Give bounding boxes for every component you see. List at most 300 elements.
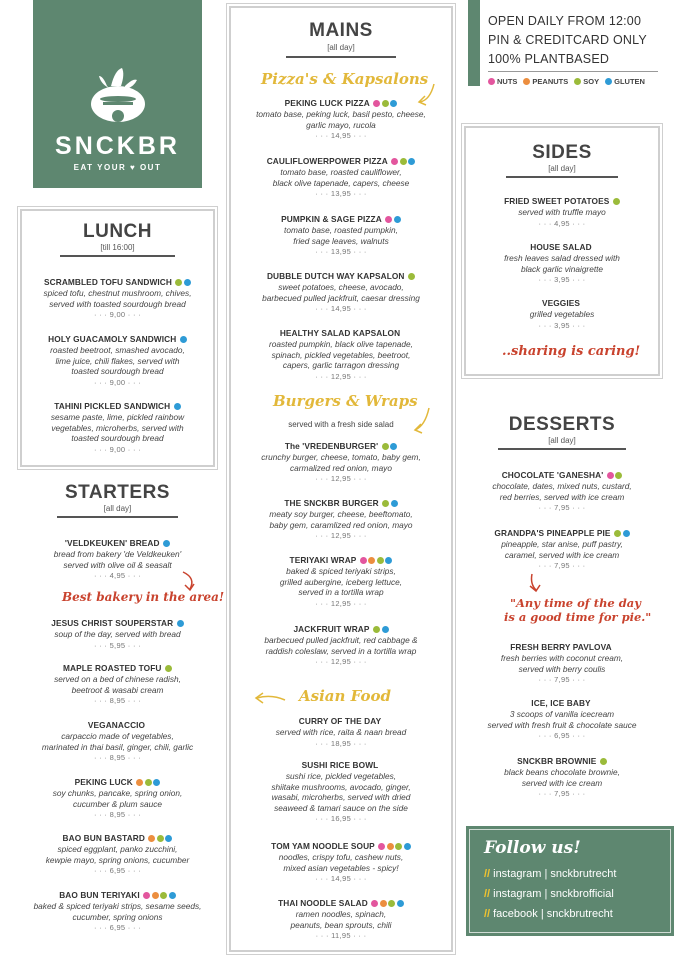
arrow-icon	[253, 690, 287, 706]
menu-item-name: HOUSE SALAD	[530, 242, 592, 252]
description-line: garlic mayo, rucola	[306, 119, 376, 130]
menu-item-price: · · · 5,95 · · ·	[94, 640, 141, 650]
menu-item-name: TAHINI PICKLED SANDWICH	[54, 401, 171, 411]
soy-dot-icon	[388, 900, 395, 907]
menu-item-description	[464, 481, 660, 502]
menu-item-header	[231, 441, 451, 451]
social-link[interactable]	[484, 868, 616, 880]
info-line: OPEN DAILY FROM 12:00	[488, 14, 642, 28]
nuts-dot-icon	[360, 557, 367, 564]
description-line: spiced tofu, chestnut mushroom, chives,	[43, 288, 192, 298]
menu-item-description	[231, 909, 451, 930]
menu-item-header	[464, 528, 660, 538]
gluten-dot-icon	[623, 530, 630, 537]
menu-item	[466, 242, 658, 284]
menu-item-description	[20, 629, 215, 640]
description-line: grilled vegetables	[529, 309, 595, 319]
menu-item-price: · · · 13,95 · · ·	[315, 189, 367, 199]
soy-dot-icon	[408, 273, 415, 280]
menu-item-name: GRANDPA'S PINEAPPLE PIE	[494, 528, 611, 538]
menu-item-description	[20, 549, 215, 570]
legend-item	[523, 77, 568, 86]
menu-item	[22, 401, 213, 454]
menu-item	[464, 470, 660, 512]
menu-item-header	[231, 271, 451, 281]
brand-tagline: EAT YOUR ♥ OUT	[73, 163, 162, 172]
menu-item-price: · · · 18,95 · · ·	[315, 738, 367, 748]
menu-item	[231, 98, 451, 140]
nuts-dot-icon	[371, 900, 378, 907]
menu-item-name: FRIED SWEET POTATOES	[504, 196, 610, 206]
menu-item-description	[231, 282, 451, 303]
nuts-dot-icon	[488, 78, 495, 85]
section-divider	[60, 255, 175, 257]
slash-mark: //	[484, 908, 491, 920]
menu-item	[231, 716, 451, 748]
menu-item-name: BAO BUN TERIYAKI	[59, 890, 140, 900]
section-subtitle: [all day]	[327, 43, 355, 52]
menu-item-header	[20, 720, 215, 730]
nuts-dot-icon	[391, 158, 398, 165]
menu-item-header	[231, 555, 451, 565]
menu-item-header	[231, 624, 451, 634]
menu-item-price: · · · 8,95 · · ·	[94, 696, 141, 706]
description-line: black garlic vinaigrette	[520, 263, 604, 274]
menu-item-price: · · · 12,95 · · ·	[315, 371, 367, 381]
soy-dot-icon	[382, 500, 389, 507]
legend-label: SOY	[583, 77, 600, 86]
peanuts-dot-icon	[152, 892, 159, 899]
menu-item-name: JESUS CHRIST SOUPERSTAR	[51, 618, 174, 628]
menu-item-name: MAPLE ROASTED TOFU	[63, 663, 162, 673]
menu-item-name: CURRY OF THE DAY	[298, 716, 382, 726]
info-line: PIN & CREDITCARD ONLY	[488, 33, 647, 47]
menu-item	[231, 760, 451, 823]
menu-item-description	[231, 771, 451, 813]
description-line: red berries, served with ice cream	[499, 491, 625, 502]
description-line: served with rice, raita & naan bread	[275, 727, 407, 737]
gluten-dot-icon	[391, 500, 398, 507]
peanuts-dot-icon	[380, 900, 387, 907]
nuts-dot-icon	[143, 892, 150, 899]
menu-item-name: HOLY GUACAMOLY SANDWICH	[48, 334, 177, 344]
gluten-dot-icon	[605, 78, 612, 85]
description-line: soy chunks, pancake, spring onion,	[52, 788, 183, 798]
section-title: DESSERTS	[508, 414, 616, 435]
description-line: sesame paste, lime, pickled rainbow	[50, 412, 185, 422]
menu-item-price: · · · 6,95 · · ·	[94, 866, 141, 876]
social-link-label: instagram | snckbrofficial	[493, 888, 614, 900]
soy-dot-icon	[377, 557, 384, 564]
menu-item-price: · · · 9,00 · · ·	[94, 310, 141, 320]
menu-item	[464, 756, 660, 798]
description-line: marinated in thai basil, ginger, chili, garlic	[41, 741, 194, 752]
soy-dot-icon	[175, 279, 182, 286]
peanuts-dot-icon	[523, 78, 530, 85]
description-line: peanuts, bean sprouts, chili	[290, 919, 392, 930]
menu-item-header	[231, 841, 451, 851]
legend-item	[574, 77, 599, 86]
description-line: tomato base, roasted pumpkin,	[284, 225, 398, 235]
gluten-dot-icon	[385, 557, 392, 564]
menu-item	[464, 642, 660, 684]
menu-item	[231, 498, 451, 540]
menu-item-name: THAI NOODLE SALAD	[278, 898, 368, 908]
description-line: spinach, pickled vegetables, beetroot,	[271, 349, 411, 360]
menu-item-header	[22, 401, 213, 411]
description-line: cucumber, spring onions	[72, 911, 163, 922]
description-line: beetroot & wasabi cream	[71, 684, 164, 695]
section-divider	[506, 176, 618, 178]
description-line: served with toasted sourdough bread	[49, 298, 186, 309]
description-line: caramel, served with ice cream	[504, 549, 620, 560]
description-line: roasted beetroot, smashed avocado,	[50, 345, 185, 355]
menu-item-price: · · · 4,95 · · ·	[94, 571, 141, 581]
description-line: meaty soy burger, cheese, beeftomato,	[269, 509, 413, 519]
menu-item-name: SNCKBR BROWNIE	[517, 756, 597, 766]
menu-item	[231, 328, 451, 381]
description-line: served in a tortilla wrap	[298, 587, 384, 598]
menu-item-description	[20, 674, 215, 695]
nuts-dot-icon	[378, 843, 385, 850]
social-link[interactable]	[484, 888, 614, 900]
menu-item-description	[464, 653, 660, 674]
follow-block	[466, 826, 674, 936]
menu-item-name: SCRAMBLED TOFU SANDWICH	[44, 277, 172, 287]
menu-item-name: JACKFRUIT WRAP	[293, 624, 370, 634]
peanuts-dot-icon	[136, 779, 143, 786]
description-line: noodles, crispy tofu, cashew nuts,	[278, 852, 404, 862]
menu-item-name: CAULIFLOWERPOWER PIZZA	[266, 156, 388, 166]
description-line: mixed asian vegetables - spicy!	[283, 862, 399, 873]
menu-item-name: SUSHI RICE BOWL	[301, 760, 379, 770]
menu-item-description	[20, 731, 215, 752]
menu-item-price: · · · 14,95 · · ·	[315, 304, 367, 314]
gluten-dot-icon	[169, 892, 176, 899]
soy-dot-icon	[613, 198, 620, 205]
menu-item	[466, 196, 658, 228]
description-line: carpaccio made of vegetables,	[61, 731, 174, 741]
menu-item-description	[231, 635, 451, 656]
gluten-dot-icon	[397, 900, 404, 907]
gluten-dot-icon	[174, 403, 181, 410]
section-subtitle: [all day]	[103, 504, 132, 513]
legend-label: PEANUTS	[532, 77, 569, 86]
description-line: vegetables, microherbs, served with	[51, 422, 184, 433]
pie-note-line: "Any time of the day	[510, 596, 641, 610]
brand-name: SNCKBR	[55, 132, 180, 160]
menu-item-header	[464, 756, 660, 766]
menu-item-name: 'VELDKEUKEN' BREAD	[64, 538, 160, 548]
pie-note-line: is a good time for pie."	[504, 610, 652, 624]
menu-item-description	[231, 852, 451, 873]
menu-item-header	[231, 898, 451, 908]
menu-item-description	[466, 207, 658, 218]
menu-item-name: PUMPKIN & SAGE PIZZA	[281, 214, 382, 224]
section-subtitle: [all day]	[548, 436, 576, 445]
menu-item	[20, 833, 215, 875]
description-line: raddish coleslaw, served in a tortilla wrap	[265, 645, 417, 656]
peanuts-dot-icon	[368, 557, 375, 564]
menu-item-name: BAO BUN BASTARD	[62, 833, 145, 843]
gluten-dot-icon	[408, 158, 415, 165]
mains-section	[229, 6, 453, 952]
menu-item-price: · · · 6,95 · · ·	[94, 923, 141, 933]
menu-item-description	[22, 288, 213, 309]
menu-item-header	[20, 663, 215, 673]
slash-mark: //	[484, 888, 491, 900]
section-title: LUNCH	[83, 221, 152, 242]
soy-dot-icon	[600, 758, 607, 765]
allergen-legend	[488, 77, 645, 86]
soy-dot-icon	[160, 892, 167, 899]
description-line: wasabi, microherbs, served with dried	[271, 792, 411, 803]
menu-item-header	[464, 470, 660, 480]
soy-dot-icon	[382, 100, 389, 107]
description-line: served with ice cream	[521, 777, 603, 788]
menu-item-header	[231, 760, 451, 770]
nuts-dot-icon	[385, 216, 392, 223]
menu-item-price: · · · 3,95 · · ·	[538, 320, 586, 330]
description-line: barbecued pulled jackfruit, caesar dressing	[262, 292, 420, 303]
menu-item-description	[231, 509, 451, 530]
menu-item-price: · · · 7,95 · · ·	[538, 503, 586, 513]
info-block	[468, 0, 668, 88]
menu-item-header	[22, 277, 213, 287]
menu-item-description	[464, 709, 660, 730]
social-link-label: facebook | snckbrutrecht	[493, 908, 613, 920]
menu-item	[20, 720, 215, 762]
menu-item-price: · · · 7,95 · · ·	[538, 561, 586, 571]
menu-item-description	[231, 566, 451, 598]
description-line: 3 scoops of vanilla icecream	[509, 709, 615, 719]
menu-item-header	[20, 833, 215, 843]
menu-item-description	[20, 788, 215, 809]
menu-item	[231, 624, 451, 666]
sides-section	[464, 126, 660, 376]
menu-item	[20, 777, 215, 819]
menu-item-header	[231, 328, 451, 338]
menu-item-description	[20, 844, 215, 865]
menu-item-description	[464, 539, 660, 560]
description-line: served with berry coulis	[518, 663, 606, 674]
description-line: carmalized red onion, mayo	[290, 462, 392, 473]
legend-label: GLUTEN	[614, 77, 645, 86]
menu-item-price: · · · 13,95 · · ·	[315, 247, 367, 257]
gluten-dot-icon	[390, 100, 397, 107]
menu-item-name: PEKING LUCK	[74, 777, 133, 787]
description-line: lime juice, chili flakes, served with	[55, 355, 180, 366]
description-line: fried sage leaves, walnuts	[293, 235, 389, 246]
info-line: 100% PLANTBASED	[488, 52, 610, 66]
peanuts-dot-icon	[148, 835, 155, 842]
gluten-dot-icon	[394, 216, 401, 223]
gluten-dot-icon	[390, 443, 397, 450]
description-line: grilled aubergine, iceberg lettuce,	[279, 576, 403, 587]
burgers-category-title: Burgers & Wraps	[273, 392, 418, 410]
burgers-category-subtitle: served with a fresh side salad	[288, 420, 394, 429]
gluten-dot-icon	[165, 835, 172, 842]
menu-item	[231, 156, 451, 198]
menu-item-name: CHOCOLATE 'GANESHA'	[501, 470, 604, 480]
menu-item	[464, 698, 660, 740]
lunch-section	[20, 209, 215, 467]
menu-item-name: PEKING LUCK PIZZA	[284, 98, 370, 108]
soy-dot-icon	[382, 443, 389, 450]
menu-item-price: · · · 9,00 · · ·	[94, 444, 141, 454]
menu-item-description	[22, 345, 213, 377]
description-line: tomato base, roasted cauliflower,	[280, 167, 402, 177]
description-line: black beans chocolate brownie,	[504, 767, 620, 777]
description-line: fresh berries with coconut cream,	[500, 653, 624, 663]
menu-item-price: · · · 7,95 · · ·	[538, 789, 586, 799]
description-line: sushi rice, pickled vegetables,	[285, 771, 397, 781]
legend-item	[605, 77, 645, 86]
desserts-section	[464, 410, 660, 820]
menu-item-price: · · · 12,95 · · ·	[315, 657, 367, 667]
menu-item-header	[20, 618, 215, 628]
menu-item-name: FRESH BERRY PAVLOVA	[510, 642, 612, 652]
section-title: SIDES	[532, 142, 592, 163]
description-line: sweet potatoes, cheese, avocado,	[278, 282, 404, 292]
menu-item	[20, 618, 215, 650]
menu-item	[231, 271, 451, 313]
menu-item	[466, 298, 658, 330]
menu-item-price: · · · 9,00 · · ·	[94, 377, 141, 387]
soy-dot-icon	[145, 779, 152, 786]
menu-item-description	[464, 767, 660, 788]
menu-item-price: · · · 6,95 · · ·	[538, 731, 586, 741]
menu-item-header	[231, 98, 451, 108]
menu-item-header	[20, 890, 215, 900]
description-line: served with olive oil & seasalt	[63, 559, 172, 570]
menu-item-price: · · · 3,95 · · ·	[538, 275, 586, 285]
description-line: baked & spiced teriyaki strips, sesame seeds,	[33, 901, 202, 911]
menu-item-name: DUBBLE DUTCH WAY KAPSALON	[266, 271, 405, 281]
description-line: served on a bed of chinese radish,	[54, 674, 181, 684]
description-line: black olive tapenade, capers, cheese	[272, 177, 410, 188]
description-line: barbecued pulled jackfruit, red cabbage &	[264, 635, 418, 645]
menu-item-description	[231, 109, 451, 130]
description-line: capers, garlic tarragon dressing	[282, 360, 400, 371]
best-bakery-note: Best bakery in the area!	[62, 590, 225, 604]
gluten-dot-icon	[404, 843, 411, 850]
menu-item-description	[231, 339, 451, 371]
soy-dot-icon	[400, 158, 407, 165]
soy-dot-icon	[614, 530, 621, 537]
follow-title: Follow us!	[484, 838, 581, 858]
logo-block	[33, 0, 202, 188]
menu-item-description	[22, 412, 213, 444]
description-line: spiced eggplant, panko zucchini,	[57, 844, 178, 854]
description-line: fresh leaves salad dressed with	[504, 253, 620, 263]
menu-item-name: TERIYAKI WRAP	[289, 555, 357, 565]
menu-item-price: · · · 16,95 · · ·	[315, 814, 367, 824]
nuts-dot-icon	[373, 100, 380, 107]
menu-item-header	[20, 538, 215, 548]
social-link-label: instagram | snckbrutrecht	[493, 868, 617, 880]
menu-item-header	[231, 214, 451, 224]
description-line: pineapple, star anise, puff pastry,	[501, 539, 623, 549]
menu-item-name: VEGANACCIO	[87, 720, 146, 730]
gluten-dot-icon	[163, 540, 170, 547]
peanuts-dot-icon	[387, 843, 394, 850]
menu-item	[22, 277, 213, 319]
section-divider	[286, 56, 396, 58]
snckbr-logo-icon	[87, 64, 149, 126]
description-line: baked & spiced teriyaki strips,	[286, 566, 396, 576]
description-line: soup of the day, served with bread	[54, 629, 181, 639]
menu-item-header	[466, 298, 658, 308]
menu-item-header	[466, 242, 658, 252]
menu-item	[231, 555, 451, 608]
description-line: served with fresh fruit & chocolate sauce	[487, 719, 637, 730]
soy-dot-icon	[373, 626, 380, 633]
soy-dot-icon	[165, 665, 172, 672]
menu-item-name: THE SNCKBR BURGER	[284, 498, 379, 508]
menu-item-description	[466, 253, 658, 274]
description-line: crunchy burger, cheese, tomato, baby gem,	[261, 452, 421, 462]
gluten-dot-icon	[153, 779, 160, 786]
legend-label: NUTS	[497, 77, 518, 86]
description-line: bread from bakery 'de Veldkeuken'	[53, 549, 182, 559]
slash-mark: //	[484, 868, 491, 880]
social-link[interactable]	[484, 908, 613, 920]
menu-item-price: · · · 12,95 · · ·	[315, 474, 367, 484]
soy-dot-icon	[395, 843, 402, 850]
description-line: tomato base, peking luck, basil pesto, cheese,	[256, 109, 426, 119]
legend-divider	[488, 71, 658, 72]
description-line: toasted sourdough bread	[71, 433, 164, 444]
soy-dot-icon	[615, 472, 622, 479]
menu-item-header	[466, 196, 658, 206]
menu-item-price: · · · 12,95 · · ·	[315, 598, 367, 608]
description-line: cucumber & plum sauce	[72, 798, 162, 809]
menu-item-name: TOM YAM NOODLE SOUP	[271, 841, 375, 851]
menu-item	[231, 841, 451, 883]
section-subtitle: [till 16:00]	[100, 243, 135, 252]
menu-item-price: · · · 14,95 · · ·	[315, 131, 367, 141]
soy-dot-icon	[157, 835, 164, 842]
menu-item-description	[20, 901, 215, 922]
menu-item-header	[231, 716, 451, 726]
menu-item	[464, 528, 660, 570]
menu-item-name: The 'VREDENBURGER'	[284, 441, 379, 451]
menu-item-header	[231, 156, 451, 166]
menu-item-header	[464, 642, 660, 652]
section-divider	[498, 448, 626, 450]
pizza-category-title: Pizza's & Kapsalons	[261, 70, 429, 88]
menu-item-description	[231, 452, 451, 473]
menu-item-header	[22, 334, 213, 344]
menu-item-price: · · · 8,95 · · ·	[94, 810, 141, 820]
section-title: STARTERS	[65, 482, 170, 503]
menu-item-description	[231, 167, 451, 188]
sharing-note: ..sharing is caring!	[502, 344, 641, 359]
menu-item	[231, 214, 451, 256]
menu-item-price: · · · 14,95 · · ·	[315, 874, 367, 884]
menu-item-header	[464, 698, 660, 708]
menu-item-description	[231, 225, 451, 246]
gluten-dot-icon	[382, 626, 389, 633]
menu-item-description	[231, 727, 451, 738]
description-line: seaweed & tamari sauce on the side	[274, 802, 408, 813]
description-line: toasted sourdough bread	[71, 366, 164, 377]
description-line: served with truffle mayo	[518, 207, 606, 217]
menu-item	[20, 538, 215, 580]
asian-category-title: Asian Food	[299, 687, 391, 705]
menu-item-header	[231, 498, 451, 508]
